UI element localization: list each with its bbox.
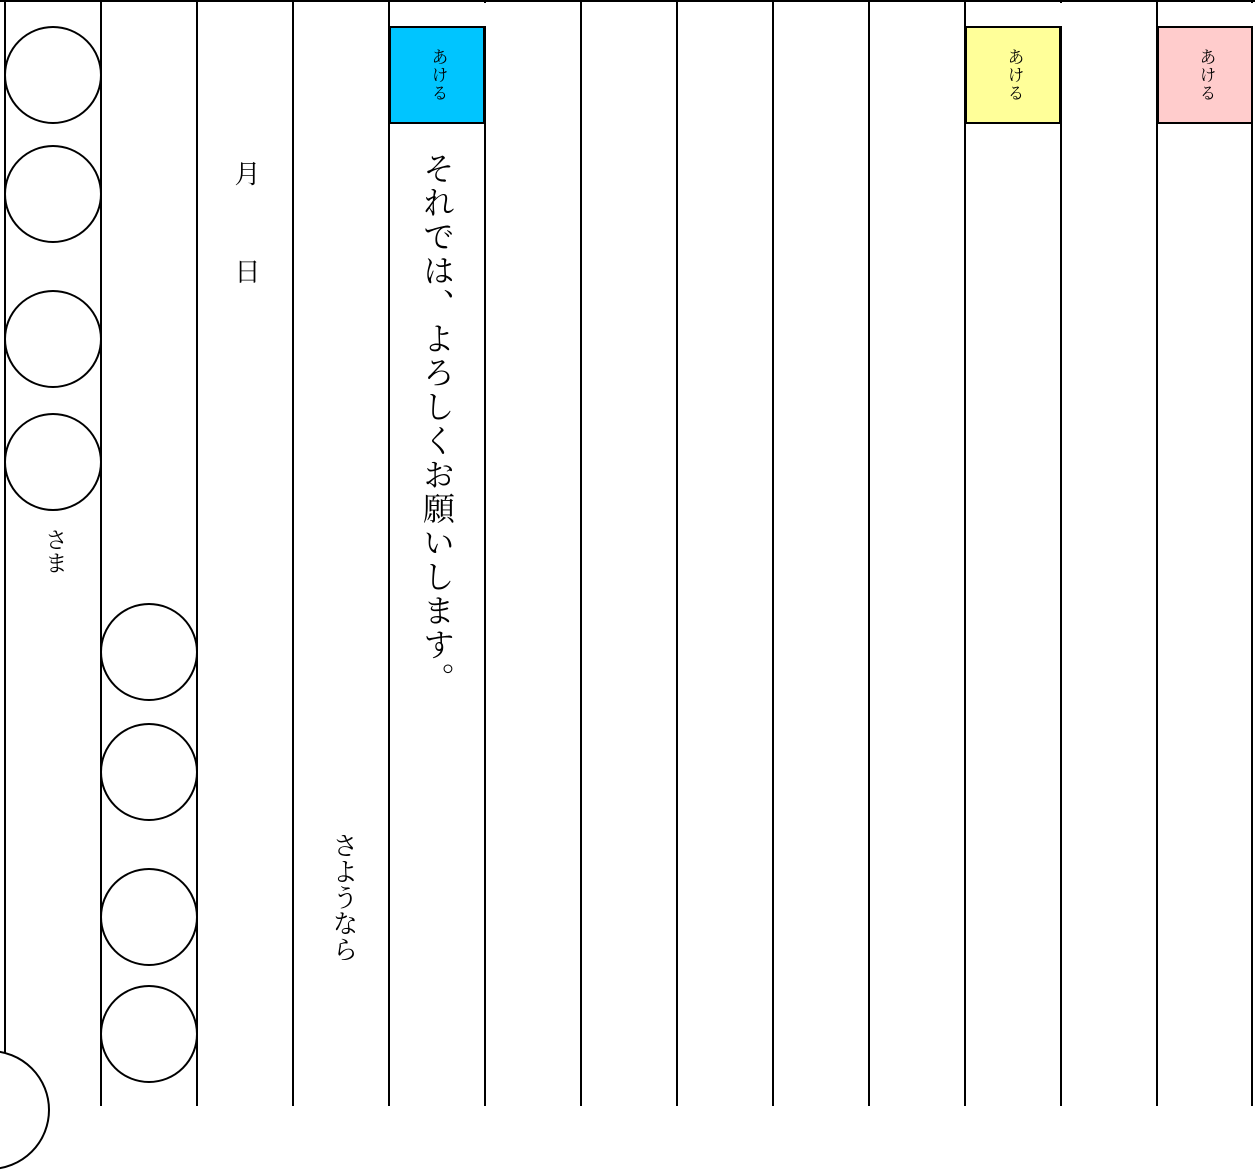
sender-name-circle[interactable] — [100, 868, 198, 966]
sender-name-circle[interactable] — [100, 603, 198, 701]
open-tab-label: あける — [1003, 48, 1024, 102]
recipient-suffix: さま — [41, 528, 67, 574]
column-divider — [484, 0, 486, 1106]
closing-text: さようなら — [328, 832, 358, 962]
tab-gap — [966, 3, 1062, 26]
open-tab-pink[interactable] — [1157, 26, 1253, 124]
recipient-name-circle[interactable] — [4, 145, 102, 243]
open-tab-label: あける — [1195, 48, 1216, 102]
column-divider — [676, 0, 678, 1106]
partial-circle — [0, 1050, 50, 1170]
column-divider — [4, 0, 6, 1106]
open-tab-label: あける — [427, 48, 448, 102]
tab-gap — [1158, 3, 1254, 26]
day-label: 日 — [230, 258, 260, 284]
column-divider — [1251, 0, 1253, 1106]
month-label: 月 — [230, 160, 260, 186]
sender-name-circle[interactable] — [100, 985, 198, 1083]
column-divider — [1060, 0, 1062, 1106]
column-divider — [772, 0, 774, 1106]
column-divider — [580, 0, 582, 1106]
column-divider — [868, 0, 870, 1106]
recipient-name-circle[interactable] — [4, 290, 102, 388]
column-divider — [964, 0, 966, 1106]
top-border — [0, 0, 1255, 2]
recipient-name-circle[interactable] — [4, 413, 102, 511]
tab-gap — [390, 3, 486, 26]
open-tab-yellow[interactable] — [965, 26, 1061, 124]
column-divider — [292, 0, 294, 1106]
recipient-name-circle[interactable] — [4, 26, 102, 124]
column-divider — [388, 0, 390, 1106]
open-tab-blue[interactable] — [389, 26, 485, 124]
column-divider — [100, 0, 102, 1106]
sender-name-circle[interactable] — [100, 723, 198, 821]
column-divider — [1156, 0, 1158, 1106]
body-text: それでは、よろしくお願いします。 — [418, 152, 456, 696]
column-divider — [196, 0, 198, 1106]
